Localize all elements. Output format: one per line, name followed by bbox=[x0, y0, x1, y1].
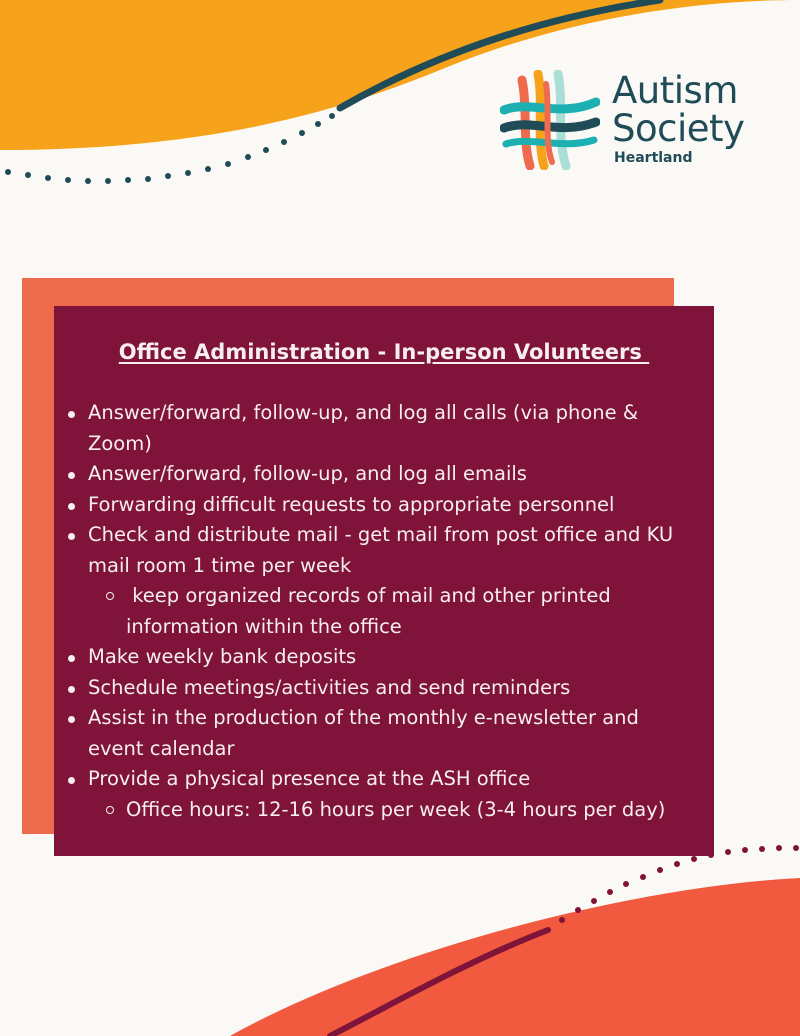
list-item-line: Forwarding difficult requests to appropriate personnel bbox=[88, 492, 615, 516]
logo-subtitle: Heartland bbox=[614, 150, 693, 166]
list-item-line: mail room 1 time per week bbox=[88, 553, 352, 577]
list-item-line: Assist in the production of the monthly e-newsletter and bbox=[88, 706, 639, 729]
list-item-line: Zoom) bbox=[88, 431, 152, 455]
list-item-line: Answer/forward, follow-up, and log all emails bbox=[88, 462, 527, 485]
bullet-icon bbox=[68, 533, 75, 540]
logo-wordmark bbox=[612, 69, 745, 150]
task-list bbox=[88, 398, 708, 825]
content-card bbox=[54, 306, 714, 856]
list-item-line: Schedule meetings/activities and send reminders bbox=[88, 675, 571, 699]
bullet-icon bbox=[68, 411, 75, 418]
list-item bbox=[88, 764, 708, 795]
list-item bbox=[88, 520, 708, 581]
list-item-line: Make weekly bank deposits bbox=[88, 645, 357, 668]
bullet-icon bbox=[68, 716, 75, 723]
bullet-icon bbox=[68, 503, 75, 510]
logo-word-society: Society bbox=[612, 107, 745, 150]
list-item-line: Provide a physical presence at the ASH office bbox=[88, 767, 531, 790]
organization-logo[interactable] bbox=[500, 70, 760, 180]
list-item-line: information within the office bbox=[126, 614, 402, 638]
bullet-icon bbox=[68, 655, 75, 662]
bullet-icon bbox=[68, 777, 75, 784]
list-item bbox=[88, 703, 708, 764]
logo-word-autism: Autism bbox=[612, 69, 738, 112]
hollow-bullet-icon bbox=[106, 592, 114, 600]
bullet-icon bbox=[68, 472, 75, 479]
list-item-line: Answer/forward, follow-up, and log all calls (via phone & bbox=[88, 401, 639, 424]
list-item-line: Office hours: 12-16 hours per week (3-4 hours per day) bbox=[126, 797, 666, 821]
bottom-wave-decoration bbox=[0, 820, 800, 1036]
card-title: Office Administration - In-person Volunteers bbox=[118, 340, 650, 364]
list-item bbox=[88, 459, 708, 490]
bullet-icon bbox=[68, 686, 75, 693]
sub-list-item bbox=[126, 581, 708, 642]
list-item bbox=[88, 673, 708, 704]
woven-ribbon-logo-icon bbox=[500, 70, 600, 170]
list-item-line: keep organized records of mail and other printed bbox=[126, 584, 611, 607]
hollow-bullet-icon bbox=[106, 806, 114, 814]
list-item bbox=[88, 642, 708, 673]
list-item bbox=[88, 398, 708, 459]
list-item-line: Check and distribute mail - get mail from post office and KU bbox=[88, 523, 674, 546]
list-item-line: event calendar bbox=[88, 736, 235, 760]
list-item bbox=[88, 490, 708, 521]
